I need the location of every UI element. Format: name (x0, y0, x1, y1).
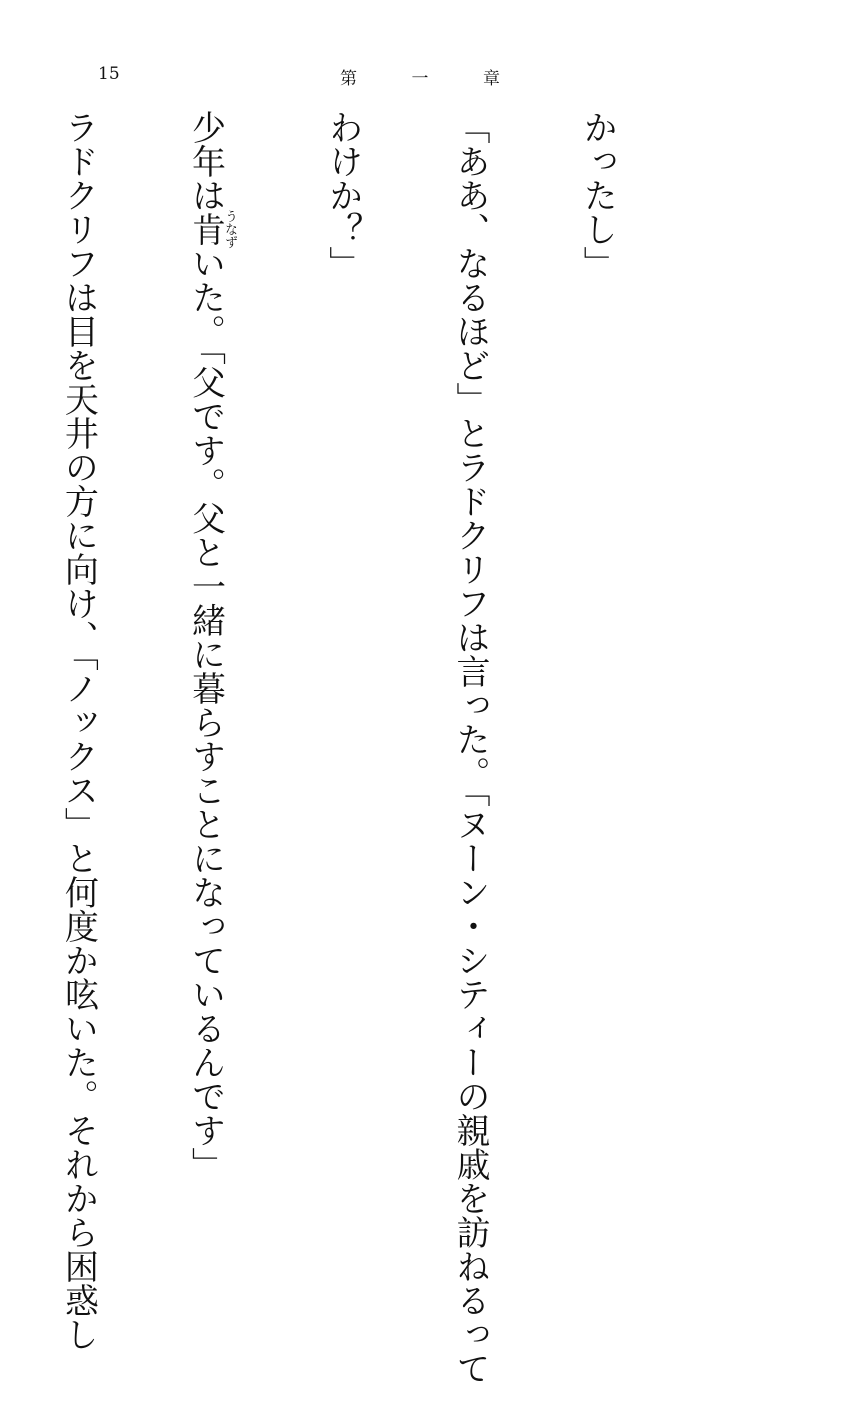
text-segment: 少年は (185, 110, 226, 212)
text-segment: いた。「父です。父と一緒に暮らすことになっているんです」 (185, 246, 226, 1181)
chapter-char: 第 (340, 69, 357, 89)
chapter-char: 章 (483, 69, 500, 89)
text-line: わけか？」 (322, 110, 363, 280)
ruby-annotation (185, 209, 238, 249)
text-line-with-ruby (184, 110, 238, 1181)
text-line: 「ああ、なるほど」とラドクリフは言った。「ヌーン・シティーの親戚を訪ねるって (449, 110, 490, 1385)
page-number: 15 (98, 64, 120, 84)
chapter-char: 一 (411, 69, 429, 89)
text-line: かったし」 (577, 110, 618, 280)
ruby-text: うなず (222, 209, 238, 249)
ruby-base: 肯 (185, 209, 226, 249)
text-line: ラドクリフは目を天井の方に向け、「ノックス」と何度か呟いた。それから困惑し (58, 110, 99, 1351)
running-header (340, 64, 500, 89)
body-text (58, 110, 703, 1385)
